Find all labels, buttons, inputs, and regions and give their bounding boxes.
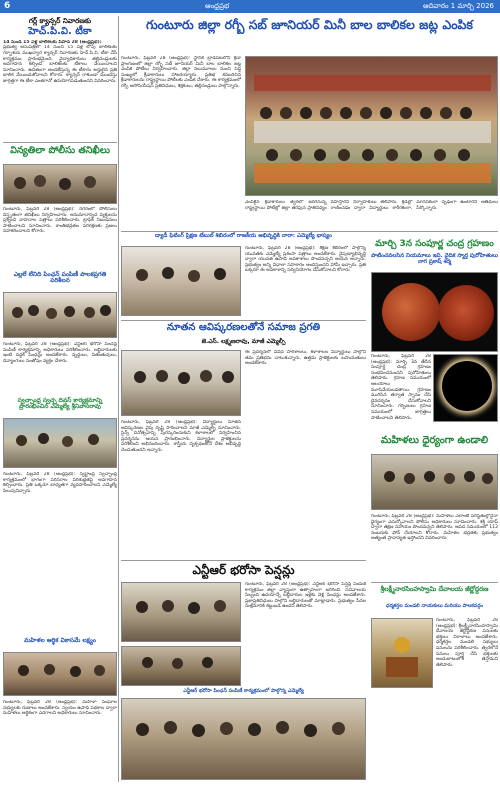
- women-courage-headline: మహిళలు ధైర్యంగా ఉండాలి: [380, 435, 489, 446]
- left-column: [3, 16, 117, 782]
- main-column: [121, 16, 498, 782]
- page-header-bar: [0, 0, 500, 13]
- rugby-body-continued: ఎంపికైన క్రీడాకారులు త్వరలో జరగనున్న రాష్ట్రస్థాయి పోటీల్లో జిల్లా తరఫున ప్రాతినిధ్యం వహిస్తారని నిర్వాహకులు తెలిపారు. క్రీడల్లో రాణించడం ద్వారా విద్యార్థులు శారీరకంగా, మానసికంగా దృఢంగా ఉంటారని అతిథులు పేర్కొన్నారు.: [245, 200, 498, 211]
- hpv-headline: హెచ్.పి.వి. టీకా: [28, 26, 92, 38]
- temple-body: గుంటూరు, ఫిబ్రవరి 28 (ఆంధ్రప్రభ): శ్రీలక్ష్మీనారసింహస్వామి దేవాలయ జీర్ణోద్ధరణ పనులకు భక్తులు విరాళాలు అందజేశారు. ధర్మకర్తల మండలి సభ్యులు పనులను పరిశీలించారు. త్వరలోనే పనులు పూర్తి చేసి భక్తులకు అందుబాటులోకి తెస్తామని తెలిపారు.: [436, 618, 498, 668]
- innovation-body-continued: ఈ ప్రదర్శనలో వివిధ పాఠశాలలు, కళాశాలల విద్యార్థులు పాల్గొని తమ ప్రతిభను చాటుకున్నారు. ఉత్తమ ప్రాజెక్టులకు బహుమతులు అందజేశారు.: [245, 350, 366, 367]
- swachh-headline: స్వచ్ఛాంధ్ర స్వచ్ఛ దివస్ కార్యక్రమాన్ని ప్రారంభించిన ఎమ్మెల్యే శ్రీనివాసరావు: [17, 397, 103, 411]
- divider: [121, 320, 366, 321]
- hpv-story: [3, 18, 117, 133]
- red-moon-left: [382, 283, 440, 341]
- rugby-team-photo: [245, 56, 498, 196]
- red-moon-right: [438, 285, 494, 341]
- temple-headline: శ్రీలక్ష్మీనారసింహస్వామి దేవాలయ జీర్ణోద్ధరణ: [380, 585, 489, 593]
- pension-body: గుంటూరు, ఫిబ్రవరి 28 (ఆంధ్రప్రభ): ఎన్టీఆర్ భరోసా పెన్షన్ల పంపిణీ కార్యక్రమం జిల్లా వ్యాప్తంగా ఉత్సాహంగా జరిగింది. సచివాలయ సిబ్బంది ఉదయాన్నే లబ్ధిదారుల ఇళ్లకు వెళ్లి పింఛన్లు అందజేశారు. ప్రజాప్రతినిధులు పాల్గొని లబ్ధిదారులతో మాట్లాడారు. ప్రభుత్వం పేదల సంక్షేమానికి కట్టుబడి ఉందని తెలిపారు.: [245, 582, 366, 610]
- eclipse-subhead: పాటించవలసిన నియమాలు ఇవి. వైదిక స్మార్త పురోహితులు నాగ ప్రకాష్ శర్మ: [371, 253, 498, 265]
- police-headline: విన్యతిలా పోలీసు తనిఖీలు: [10, 145, 110, 156]
- divider: [121, 560, 366, 561]
- rugby-headline: గుంటూరు జిల్లా రగ్బీ సబ్ జూనియర్ మినీ బాల బాలికల జట్ల ఎంపిక: [146, 17, 473, 32]
- divider: [371, 582, 498, 583]
- women-finance-story: [3, 638, 117, 644]
- innovation-body: గుంటూరు, ఫిబ్రవరి 28 (ఆంధ్రప్రభ): విద్యార్థులు నూతన ఆవిష్కరణల వైపు దృష్టి సారించాలని మాజీ ఎమ్మెల్సీ సూచించారు. సైన్స్ దినోత్సవాన్ని పురస్కరించుకుని కళాశాలలో నిర్వహించిన ప్రదర్శనను ఆయన ప్రారంభించారు. విద్యార్థుల ప్రాజెక్టులను పరిశీలించి అభినందించారు. శాస్త్రీయ దృక్పథంతోనే దేశం అభివృద్ధి చెందుతుందని అన్నారు.: [121, 420, 241, 453]
- swachh-body: గుంటూరు, ఫిబ్రవరి 28 (ఆంధ్రప్రభ): స్వర్ణాంధ్ర స్వచ్ఛాంధ్ర కార్యక్రమంలో భాగంగా పరిసరాల పరిశుభ్రతపై అవగాహన కల్పించారు. ప్రతి ఒక్కరూ బాధ్యతగా వ్యవహరించాలని ఎమ్మెల్యే పిలుపునిచ్చారు.: [3, 472, 117, 494]
- swachh-story: [3, 398, 117, 411]
- women-courage-photo: [371, 454, 498, 510]
- temple-subhead: ధర్మకర్తల మండలి నాయకులు మరియు పాలకవర్గం: [386, 603, 483, 609]
- pension-photo-1: [121, 582, 241, 642]
- pension-left-story: [3, 272, 117, 285]
- pension-left-body: గుంటూరు, ఫిబ్రవరి 28 (ఆంధ్రప్రభ): ఎన్టీఆర్ భరోసా పింఛన్ల పంపిణీ కార్యక్రమాన్ని అధికారులు పరిశీలించారు. లబ్ధిదారులకు ఇంటి వద్దకే పింఛన్లు అందజేశారు. వృద్ధులు, వితంతువులు, దివ్యాంగులు సంతోషం వ్యక్తం చేశారు.: [3, 342, 117, 364]
- divider: [3, 142, 117, 143]
- rugby-body: గుంటూరు, ఫిబ్రవరి 28 (ఆంధ్రప్రభ): స్థానిక బ్రాడీపేటలోని క్రీడా ప్రాంగణంలో జిల్లా రగ్బీ సబ్ జూనియర్ మినీ బాల బాలికల జట్ల ఎంపిక పోటీలు నిర్వహించారు. జిల్లా నలుమూలల నుంచి పెద్ద సంఖ్యలో క్రీడాకారులు హాజరయ్యారు. ప్రతిభ కనబరిచిన క్రీడాకారులను రాష్ట్రస్థాయి పోటీలకు ఎంపిక చేశారు. ఈ కార్యక్రమంలో రగ్బీ అసోసియేషన్ ప్రతినిధులు, శిక్షకులు, తల్లిదండ్రులు పాల్గొన్నారు.: [121, 56, 241, 89]
- police-body: గుంటూరు, ఫిబ్రవరి 28 (ఆంధ్రప్రభ): నగరంలో పోలీసులు విస్తృతంగా తనిఖీలు నిర్వహించారు. అనుమానాస్పద వ్యక్తులను ప్రశ్నించి వాహనాల పత్రాలు పరిశీలించారు. ట్రాఫిక్ నిబంధనలు పాటించాలని సూచించారు. శాంతిభద్రతల పరిరక్షణకు ప్రజలు సహకరించాలని కోరారు.: [3, 207, 117, 235]
- pension-left-photo: [3, 292, 117, 338]
- page-number: 6: [4, 1, 11, 11]
- police-story: [3, 146, 117, 156]
- women-courage-body: గుంటూరు, ఫిబ్రవరి 28 (ఆంధ్రప్రభ): మహిళలు ఎలాంటి పరిస్థితుల్లోనైనా ధైర్యంగా ఎదుర్కోవాలని పోలీసు అధికారులు సూచించారు. శక్తి యాప్ ద్వారా తక్షణ సహాయం పొందవచ్చని తెలిపారు. ఆపద సమయంలో 112 నంబరుకు ఫోన్ చేయాలని కోరారు. మహిళల భద్రతకు ప్రభుత్వం అత్యంత ప్రాధాన్యత ఇస్తోందని వివరించారు.: [371, 514, 498, 542]
- edition-date: ఆదివారం 1 మార్చి 2026: [422, 2, 494, 10]
- divider: [121, 231, 498, 232]
- skill-camp-body: గుంటూరు, ఫిబ్రవరి 28 (ఆంధ్రప్రభ): శిక్షణ శిబిరంలో పాల్గొన్న యువతకు ఎమ్మెల్యే ప్రశంసా పత్రాలు అందజేశారు. నైపుణ్యాభివృద్ధి ద్వారా యువత ఉపాధి అవకాశాలు పొందవచ్చని ఆయన అన్నారు. ప్రభుత్వం అన్ని విధాలా సహకారం అందిస్తుందని హామీ ఇచ్చారు. ప్రతి ఒక్కరూ ఈ అవకాశాన్ని సద్వినియోగం చేసుకోవాలని కోరారు.: [245, 246, 366, 274]
- women-finance-body: గుంటూరు, ఫిబ్రవరి 28 (ఆంధ్రప్రభ): మహిళా సంఘాల సభ్యులకు రుణాలు అందజేశారు. స్వయం ఉపాధి పథకాల ద్వారా మహిళలు ఆర్థికంగా ఎదగాలని అధికారులు సూచించారు.: [3, 700, 117, 717]
- pension-group-photo: [121, 698, 366, 780]
- eclipse-ring-photo: [433, 354, 498, 422]
- women-finance-headline: మహిళల ఆర్థిక వికాసమే లక్ష్యం: [24, 637, 96, 644]
- hpv-dateline: 14 నుండి 15 ఏళ్ల బాలికలకు పీహెచ్ 28 (ఆంధ్రప్రభ):: [3, 39, 102, 45]
- temple-photo: [371, 618, 433, 688]
- paper-name: ఆంధ్రప్రభ: [205, 2, 230, 10]
- women-finance-photo: [3, 652, 117, 696]
- innovation-photo: [121, 350, 241, 416]
- police-photo: [3, 164, 117, 204]
- hpv-kicker: గర్ల్ క్యాన్సర్ నివారణకు: [28, 17, 92, 25]
- column-divider: [118, 16, 119, 782]
- eclipse-body: గుంటూరు, ఫిబ్రవరి 28 (ఆంధ్రప్రభ): మార్చి 3వ తేదీన సంపూర్ణ చంద్ర గ్రహణం సంభవించనుందని పురోహితులు తెలిపారు. గ్రహణ సమయంలో ఆలయాలు మూసివేయబడతాయి. గ్రహణం ముగిసిన తర్వాత స్నానం చేసి దైవదర్శనం చేసుకోవాలని సూచించారు. గర్భిణులు గ్రహణ సమయంలో జాగ్రత్తలు పాటించాలని తెలిపారు.: [371, 354, 431, 421]
- pension-photo-2: [121, 646, 241, 686]
- pension-subhead: ఎన్టీఆర్ భరోసా పింఛన్ పంపిణీ కార్యక్రమంలో పాల్గొన్న ఎమ్మెల్యే: [183, 688, 304, 694]
- pension-left-headline: ఎల్లలే లేనిది పింఛన్ పంపిణీ పాలకప్రగతి పరిశీలన: [13, 271, 107, 285]
- skill-camp-photo: [121, 246, 241, 316]
- swachh-photo: [3, 418, 117, 468]
- innovation-headline: నూతన ఆవిష్కరణలతోనే సమాజ ప్రగతి: [166, 322, 321, 333]
- hpv-body: ప్రభుత్వ ఆసుపత్రిలో 14 నుంచి 15 ఏళ్ల లోపు బాలికలకు గర్భాశయ ముఖద్వార క్యాన్సర్ నివారణకు హెచ్.పి.వి. టీకా వేసే కార్యక్రమం ప్రారంభమైంది. వైద్యాధికారులు తల్లిదండ్రులకు అవగాహన కల్పించి బాలికలకు టీకాలు వేయించాలని సూచించారు. ఉచితంగా అందజేస్తున్న ఈ టీకాను అర్హులైన ప్రతి బాలిక వేయించుకోవాలని కోరారు. క్యాన్సర్ రాకుండా ముందస్తు జాగ్రత్తగా ఈ టీకా ఎంతగానో ఉపయోగపడుతుందని వివరించారు.: [3, 45, 117, 84]
- innovation-subhead: జె.ఎస్. లక్ష్మణరావు, మాజీ ఎమ్మెల్సీ: [201, 338, 286, 345]
- skill-camp-headline: డ్యాడీ ఫిటింగ్ ప్రిక్షణ టేబుల్ శిబిరంలో రాజకీయ అభివృద్ధికి నారా: ఎమ్మెల్యే భాష్యం: [155, 233, 332, 239]
- eclipse-moon-photo: [371, 272, 498, 352]
- eclipse-headline: మార్చి 3న సంపూర్ణ చంద్ర గ్రహణం: [375, 239, 494, 249]
- pension-headline: ఎన్టీఆర్ భరోసా పెన్షన్లు: [192, 563, 295, 577]
